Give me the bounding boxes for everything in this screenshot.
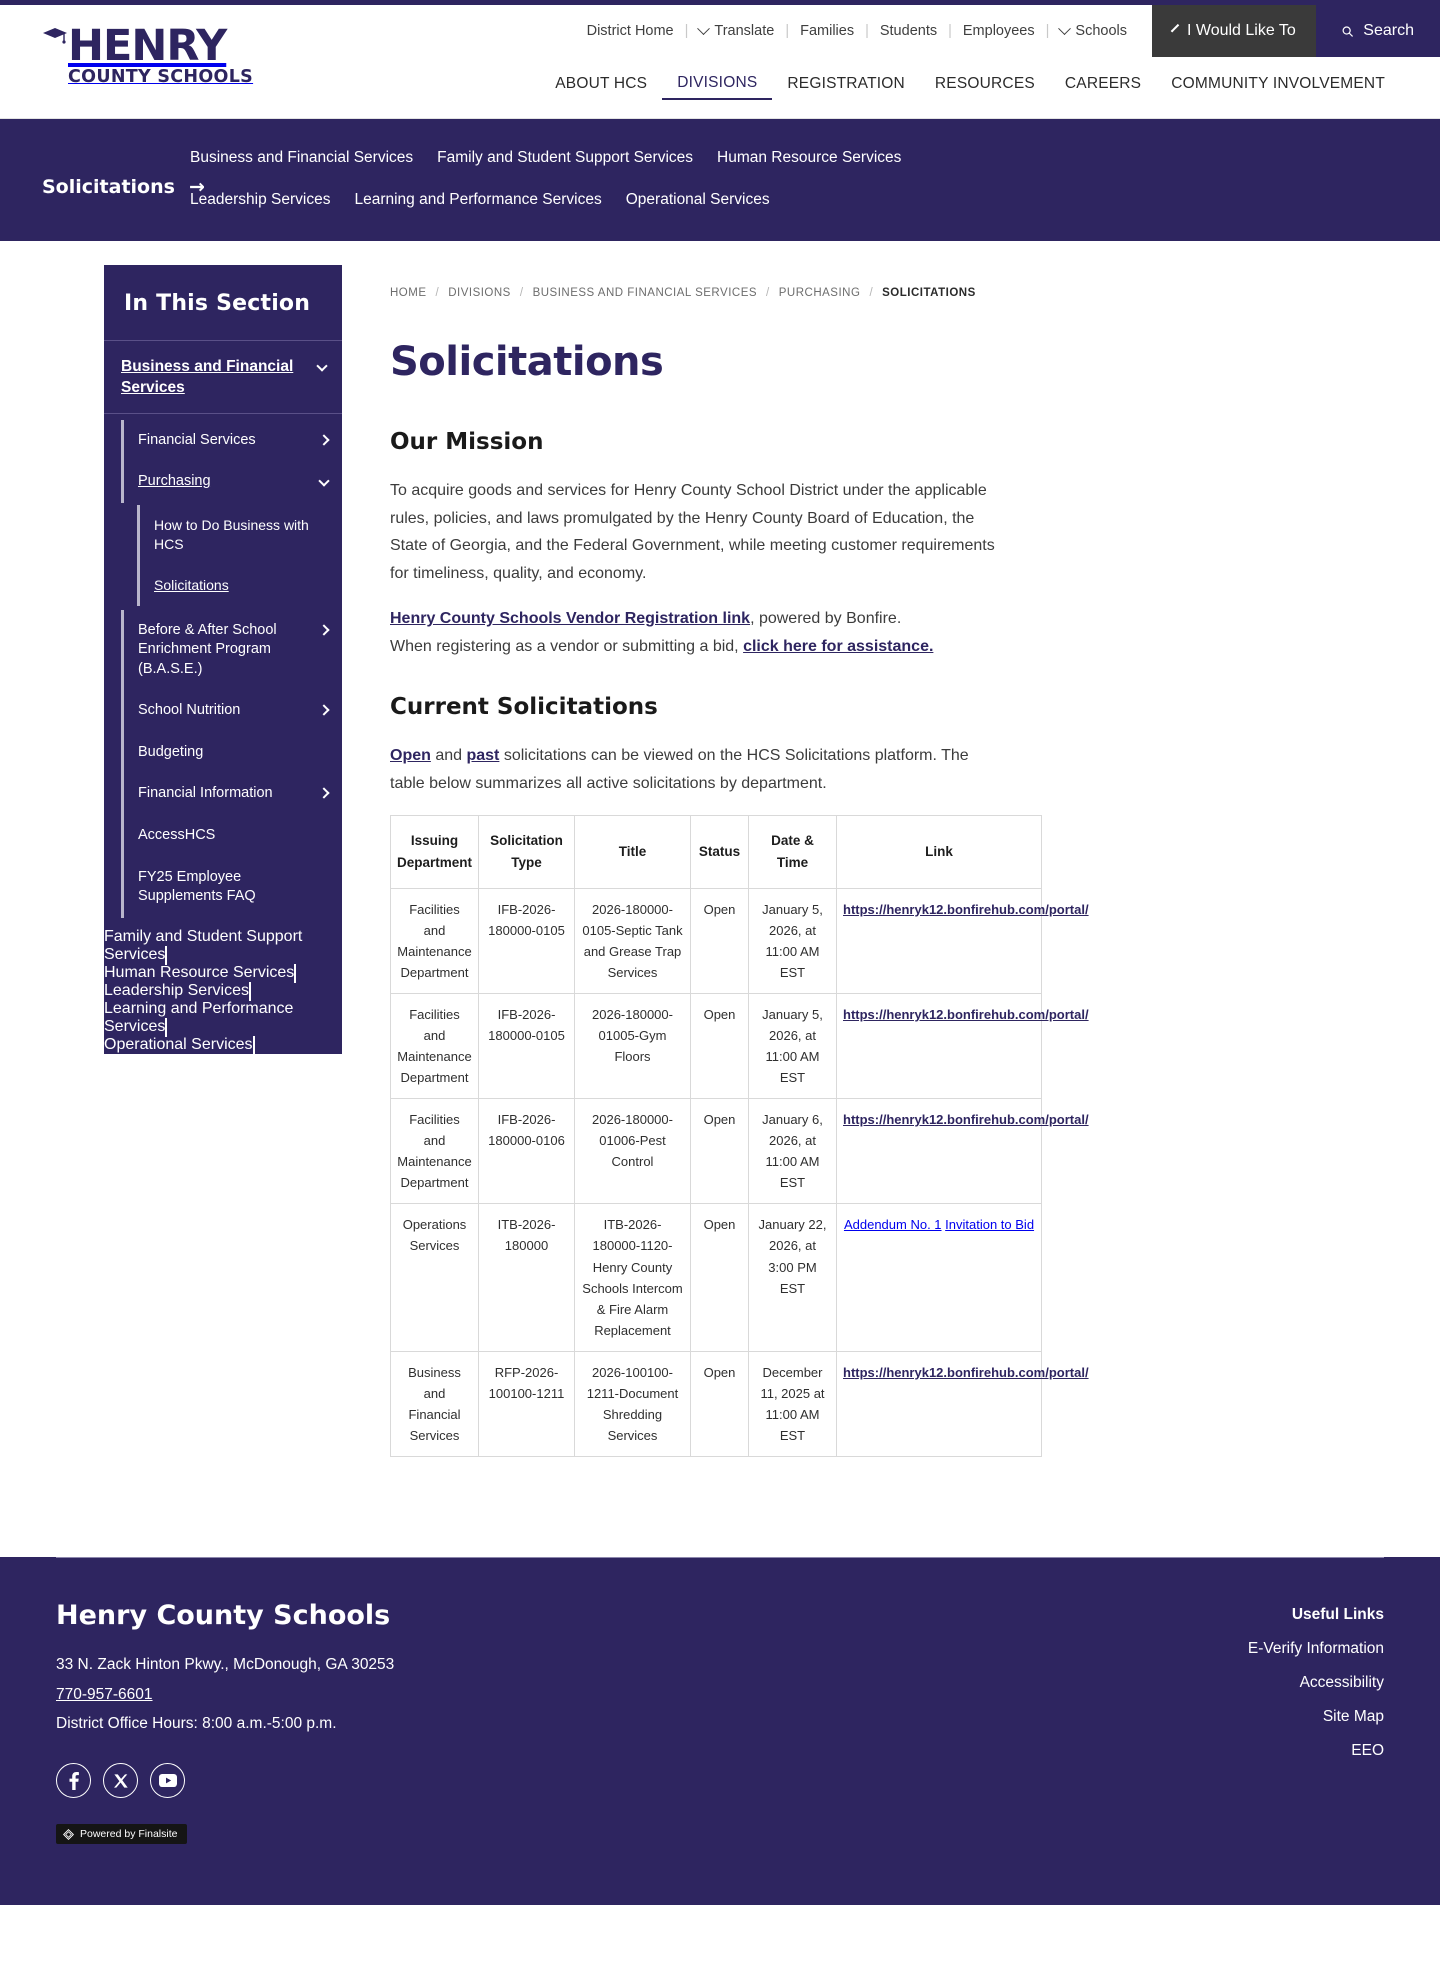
sidebar-item-label: Business and Financial Services: [121, 358, 294, 396]
facebook-icon[interactable]: [56, 1763, 91, 1798]
chevron-down-icon: [318, 476, 329, 487]
column-header-date-time: Date & Time: [749, 816, 837, 889]
i-would-like-to-label: I Would Like To: [1187, 22, 1296, 39]
breadcrumb-purchasing[interactable]: PURCHASING: [778, 287, 861, 299]
footer-social-links: [56, 1763, 394, 1798]
footer-address: 33 N. Zack Hinton Pkwy., McDonough, GA 30253: [56, 1655, 395, 1673]
footer-link-accessibility[interactable]: Accessibility: [1299, 1673, 1384, 1691]
chevron-down-icon: [316, 360, 327, 371]
divider: |: [865, 23, 869, 39]
column-header-status: Status: [691, 816, 749, 889]
footer-useful-links: [1248, 1600, 1384, 1845]
nav-careers[interactable]: CAREERS: [1064, 75, 1142, 92]
footer-contact-block: [56, 1600, 394, 1845]
sidebar-item-solicitations[interactable]: Solicitations: [137, 565, 342, 606]
sidebar-item-family-student-support[interactable]: [104, 928, 342, 964]
chevron-right-icon: [253, 1036, 255, 1055]
graduation-cap-icon: [42, 27, 68, 47]
footer-org-name: Henry County Schools: [56, 1599, 391, 1631]
subnav-link-business-financial[interactable]: Business and Financial Services: [190, 149, 414, 166]
subnav-link-family-student[interactable]: Family and Student Support Services: [437, 149, 694, 166]
main-content: [342, 265, 1089, 1457]
chevron-down-icon: [698, 22, 711, 35]
breadcrumb-home[interactable]: HOME: [390, 287, 427, 299]
cell-datetime: January 22, 2026, at 3:00 PM EST: [749, 1204, 837, 1351]
utility-link-label: Schools: [1075, 23, 1127, 39]
bonfire-portal-link[interactable]: https://henryk12.bonfirehub.com/portal/: [843, 901, 1089, 917]
footer-link-site-map[interactable]: Site Map: [1322, 1707, 1384, 1725]
sidebar-sublist-purchasing: [121, 503, 342, 610]
cell-link: [837, 994, 1089, 1099]
table-row: [391, 994, 1042, 1099]
search-button[interactable]: [1316, 5, 1440, 57]
site-header: [0, 5, 1440, 119]
subnav-links: [190, 135, 1060, 221]
table-row: [391, 1351, 1042, 1456]
nav-registration[interactable]: REGISTRATION: [787, 75, 905, 92]
breadcrumb-business-financial-services[interactable]: BUSINESS AND FINANCIAL SERVICES: [532, 287, 758, 299]
nav-resources[interactable]: RESOURCES: [934, 75, 1035, 92]
utility-link-families[interactable]: [789, 23, 865, 39]
our-mission-heading: Our Mission: [390, 429, 544, 455]
table-row: [391, 888, 1042, 993]
sidebar-item-learning-performance-services[interactable]: [104, 1000, 342, 1036]
platform-paragraph: [390, 742, 1002, 797]
breadcrumb-separator: /: [435, 287, 440, 299]
arrow-right-icon: →: [188, 175, 205, 198]
platform-text: solicitations can be viewed on the HCS Solicitations platform. The table below summarizes all active solicitations by department.: [390, 747, 969, 792]
nav-community-involvement[interactable]: COMMUNITY INVOLVEMENT: [1171, 75, 1385, 92]
logo-secondary-text: COUNTY SCHOOLS: [68, 67, 254, 87]
utility-link-employees[interactable]: [952, 23, 1046, 39]
section-subnavigation: [0, 119, 1440, 241]
sidebar-item-budgeting[interactable]: [121, 732, 342, 774]
breadcrumb-separator: /: [766, 287, 770, 299]
page-title: Solicitations: [390, 339, 664, 385]
utility-link-students[interactable]: [869, 23, 948, 39]
utility-link-district-home[interactable]: [576, 23, 685, 39]
chevron-right-icon: [318, 434, 329, 445]
chevron-right-icon: [294, 964, 296, 983]
cell-status: Open: [691, 1204, 749, 1351]
cell-type: RFP-2026-100100-1211: [479, 1351, 575, 1456]
bonfire-portal-link[interactable]: https://henryk12.bonfirehub.com/portal/: [843, 1112, 1089, 1128]
breadcrumb: [390, 265, 1002, 299]
vendor-registration-link[interactable]: Henry County Schools Vendor Registration link: [390, 610, 751, 628]
divider: |: [1045, 23, 1050, 39]
footer-divider: [56, 1557, 1384, 1600]
sidebar-item-business-financial-services[interactable]: [104, 341, 342, 414]
footer-office-hours: District Office Hours: 8:00 a.m.-5:00 p.m.: [56, 1715, 337, 1733]
utility-bar: [576, 5, 1440, 57]
sidebar-item-label: Human Resource Services: [104, 963, 295, 981]
cell-department: Business and Financial Services: [391, 1351, 479, 1456]
cell-type: ITB-2026-180000: [479, 1204, 575, 1351]
sidebar-item-base-program[interactable]: [121, 610, 342, 691]
sidebar-item-human-resource-services[interactable]: [104, 964, 342, 982]
site-footer: [0, 1557, 1440, 1905]
sidebar-item-leadership-services[interactable]: [104, 982, 342, 1000]
cell-type: IFB-2026-180000-0106: [479, 1099, 575, 1204]
chevron-down-icon: [1171, 24, 1179, 32]
sidebar-item-school-nutrition[interactable]: [121, 690, 342, 732]
cell-datetime: December 11, 2025 at 11:00 AM EST: [749, 1351, 837, 1456]
assistance-prefix: When registering as a vendor or submitting a bid,: [390, 637, 744, 655]
divider: |: [785, 23, 790, 39]
sidebar-group-business-financial: [104, 341, 342, 928]
cell-link: [837, 1099, 1089, 1204]
utility-links: [576, 5, 1152, 57]
sidebar-item-how-to-do-business[interactable]: How to Do Business with HCS: [137, 505, 342, 565]
cell-title: 2026-180000-01005-Gym Floors: [575, 994, 691, 1099]
breadcrumb-separator: /: [869, 287, 874, 299]
cell-status: Open: [691, 1099, 749, 1204]
sidebar-item-financial-information[interactable]: [121, 773, 342, 815]
our-mission-text: To acquire goods and services for Henry County School District under the applicable rules, policies, and laws promulgated by the Henry County Board of Education, the State of Georgia, and the Federal Government, while meeting customer requirements for timeliness, quality, and economy.: [390, 482, 995, 582]
chevron-right-icon: [318, 624, 329, 635]
cell-department: Facilities and Maintenance Department: [391, 888, 479, 993]
sidebar-item-operational-services[interactable]: [104, 1036, 342, 1054]
footer-link-e-verify[interactable]: E-Verify Information: [1247, 1639, 1384, 1657]
sidebar-item-fy25-supplements-faq[interactable]: [121, 857, 342, 918]
conjunction: and: [430, 747, 467, 765]
cell-datetime: January 6, 2026, at 11:00 AM EST: [749, 1099, 837, 1204]
utility-link-label: District Home: [586, 23, 674, 39]
subnav-link-leadership[interactable]: Leadership Services: [190, 191, 331, 208]
cell-link: [837, 888, 1089, 993]
sidebar-item-label: Purchasing: [138, 473, 211, 490]
open-solicitations-link[interactable]: Open: [390, 747, 431, 765]
table-row: [391, 1099, 1042, 1204]
logo-primary-text: HENRY: [68, 21, 227, 71]
section-sidebar: [104, 265, 342, 1054]
youtube-glyph: [159, 1774, 177, 1787]
bonfire-portal-link[interactable]: https://henryk12.bonfirehub.com/portal/: [843, 1364, 1089, 1380]
sidebar-heading: In This Section: [104, 265, 342, 341]
sidebar-item-label: Family and Student Support Services: [104, 927, 303, 963]
cell-department: Facilities and Maintenance Department: [391, 1099, 479, 1204]
facebook-glyph: [68, 1772, 80, 1790]
useful-links-title: Useful Links: [1291, 1605, 1384, 1623]
sidebar-item-label: Leadership Services: [104, 981, 249, 999]
solicitations-table: [390, 815, 1089, 1457]
bonfire-portal-link[interactable]: https://henryk12.bonfirehub.com/portal/: [843, 1007, 1089, 1023]
chevron-right-icon: [318, 705, 329, 716]
cell-title: ITB-2026-180000-1120-Henry County Schools Intercom & Fire Alarm Replacement: [575, 1204, 691, 1351]
cell-link: [837, 1351, 1089, 1456]
footer-link-eeo[interactable]: EEO: [1351, 1741, 1384, 1759]
cell-title: 2026-180000-01006-Pest Control: [575, 1099, 691, 1204]
utility-link-label: Employees: [962, 23, 1035, 39]
utility-link-translate[interactable]: [688, 23, 785, 39]
cell-status: Open: [691, 888, 749, 993]
cell-status: Open: [691, 994, 749, 1099]
sidebar-item-label: FY25 Employee Supplements FAQ: [138, 868, 256, 905]
column-header-issuing-department: Issuing Department: [391, 816, 479, 889]
table-header-row: [391, 816, 1042, 889]
sidebar-item-label: Before & After School Enrichment Program (B.A.S.E.): [138, 621, 277, 677]
utility-link-label: Students: [879, 23, 938, 39]
column-header-solicitation-type: Solicitation Type: [479, 816, 575, 889]
footer-phone-link[interactable]: 770-957-6601: [56, 1685, 153, 1703]
column-header-title: Title: [575, 816, 691, 889]
chevron-right-icon: [318, 788, 329, 799]
cell-department: Operations Services: [391, 1204, 479, 1351]
utility-link-label: Families: [800, 23, 855, 39]
sidebar-item-label: School Nutrition: [138, 702, 241, 719]
cell-department: Facilities and Maintenance Department: [391, 994, 479, 1099]
powered-by-label: Powered by Finalsite: [80, 1828, 178, 1841]
nav-about-hcs[interactable]: ABOUT HCS: [555, 75, 648, 92]
sidebar-item-label: Financial Services: [138, 431, 256, 448]
table-row: [391, 1204, 1042, 1351]
utility-link-label: Translate: [714, 23, 775, 39]
sidebar-item-label: Financial Information: [138, 785, 273, 802]
x-twitter-icon[interactable]: [103, 1763, 138, 1798]
cell-title: 2026-100100-1211-Document Shredding Services: [575, 1351, 691, 1456]
chevron-right-icon: [165, 1018, 167, 1037]
divider: |: [684, 23, 689, 39]
utility-link-schools[interactable]: [1049, 23, 1138, 39]
subnav-link-operational[interactable]: Operational Services: [625, 191, 770, 208]
i-would-like-to-button[interactable]: [1152, 5, 1316, 57]
powered-by-finalsite-badge[interactable]: [56, 1824, 187, 1844]
breadcrumb-current: SOLICITATIONS: [882, 287, 976, 299]
addendum-link[interactable]: Addendum No. 1: [843, 1217, 942, 1233]
primary-navigation: [540, 68, 1400, 100]
cell-link: [837, 1204, 1042, 1351]
chevron-down-icon: [1059, 22, 1072, 35]
column-header-link: Link: [837, 816, 1042, 889]
cell-title: 2026-180000-0105-Septic Tank and Grease Trap Services: [575, 888, 691, 993]
assistance-link[interactable]: click here for assistance.: [743, 637, 934, 655]
chevron-right-icon: [165, 946, 167, 965]
sidebar-item-accesshcs[interactable]: [121, 815, 342, 857]
search-icon: [1342, 24, 1353, 39]
subnav-title-label: Solicitations: [42, 176, 175, 198]
sidebar-sublist: [104, 414, 342, 928]
sidebar-item-label: Budgeting: [138, 743, 204, 760]
past-solicitations-link[interactable]: past: [466, 747, 500, 765]
sidebar-item-label: Operational Services: [104, 1035, 253, 1053]
page-body: [0, 241, 1440, 1517]
site-logo[interactable]: [42, 21, 254, 87]
cell-type: IFB-2026-180000-0105: [479, 994, 575, 1099]
finalsite-logo-icon: [63, 1829, 74, 1840]
cell-datetime: January 5, 2026, at 11:00 AM EST: [749, 994, 837, 1099]
vendor-registration-suffix: , powered by Bonfire.: [750, 610, 902, 628]
cell-type: IFB-2026-180000-0105: [479, 888, 575, 993]
sidebar-item-financial-services[interactable]: [121, 420, 342, 462]
breadcrumb-divisions[interactable]: DIVISIONS: [448, 287, 511, 299]
current-solicitations-heading: Current Solicitations: [390, 694, 658, 721]
subnav-link-human-resource[interactable]: Human Resource Services: [717, 149, 902, 166]
vendor-registration-paragraph: [390, 605, 1002, 660]
cell-status: Open: [691, 1351, 749, 1456]
divider: |: [948, 23, 952, 39]
nav-divisions[interactable]: DIVISIONS: [662, 68, 772, 100]
breadcrumb-separator: /: [519, 287, 524, 299]
invitation-to-bid-link[interactable]: Invitation to Bid: [945, 1217, 1035, 1233]
search-label: Search: [1363, 22, 1414, 39]
youtube-icon[interactable]: [150, 1763, 185, 1798]
subnav-title[interactable]: [42, 135, 205, 221]
chevron-right-icon: [249, 982, 251, 1001]
sidebar-item-purchasing[interactable]: [121, 461, 342, 503]
cell-datetime: January 5, 2026, at 11:00 AM EST: [749, 888, 837, 993]
x-glyph: [114, 1774, 128, 1788]
sidebar-item-label: Learning and Performance Services: [104, 999, 294, 1035]
subnav-link-learning-performance[interactable]: Learning and Performance Services: [354, 191, 602, 208]
sidebar-item-label: AccessHCS: [138, 827, 216, 844]
